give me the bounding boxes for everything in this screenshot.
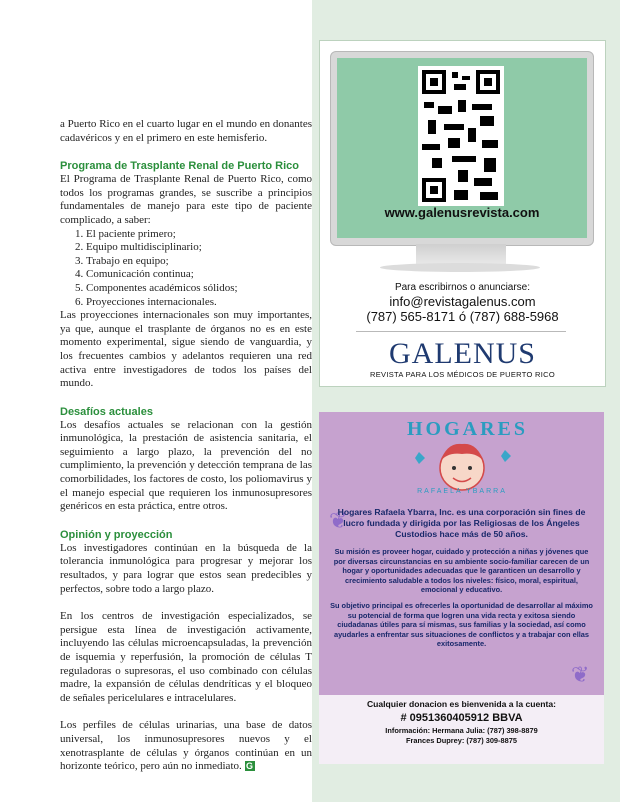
contact-info-2: Frances Duprey: (787) 309-8875 bbox=[406, 736, 517, 745]
galenus-ad[interactable] bbox=[319, 40, 606, 387]
galenus-logo: GALENUS bbox=[389, 337, 536, 370]
donation-label: Cualquier donacion es bienvenida a la cuenta: bbox=[366, 699, 557, 709]
monitor-base bbox=[380, 263, 540, 272]
hogares-ad[interactable] bbox=[319, 412, 604, 764]
list-item: 3. Trabajo en equipo; bbox=[86, 255, 312, 269]
paragraph: Los investigadores continúan en la búsqueda de la tolerancia inmunológica para progresar y mejorar los resultados, y para lograr que estos sean predecibles y perfectos, sobre todo a largo plazo. bbox=[60, 541, 312, 595]
section-heading-programa: Programa de Trasplante Renal de Puerto Rico bbox=[60, 160, 300, 173]
principles-list bbox=[60, 228, 312, 310]
contact-email[interactable]: info@revistagalenus.com bbox=[389, 294, 536, 309]
monitor-stand bbox=[416, 244, 506, 264]
end-mark-icon: G bbox=[245, 761, 253, 772]
account-number: # 0951360405912 BBVA bbox=[400, 712, 523, 724]
website-url[interactable]: www.galenusrevista.com bbox=[384, 205, 540, 220]
butterfly-icon: ❦ bbox=[329, 508, 348, 533]
monitor-screen bbox=[337, 58, 587, 238]
monitor-graphic bbox=[330, 51, 594, 246]
paragraph: El Programa de Trasplante Renal de Puerto Rico, como todos los programas grandes, se suscribe a principios fundamentales de manejo para este tipo de paciente complicado, a saber: bbox=[60, 173, 312, 226]
qr-code-icon[interactable] bbox=[418, 66, 504, 206]
list-item: 6. Proyecciones internacionales. bbox=[86, 296, 312, 310]
hogares-logo bbox=[407, 418, 529, 506]
contact-phones: (787) 565-8171 ó (787) 688-5968 bbox=[366, 309, 559, 324]
list-item: 1. El paciente primero; bbox=[86, 228, 312, 242]
list-item: 2. Equipo multidisciplinario; bbox=[86, 241, 312, 255]
logo-subtitle: RAFAELA YBARRA bbox=[417, 488, 507, 495]
logo-title: HOGARES bbox=[407, 418, 529, 440]
hogares-text bbox=[329, 507, 594, 649]
article-column bbox=[60, 118, 312, 774]
intro-paragraph: a Puerto Rico en el cuarto lugar en el mundo en donantes cadavéricos y en el primero en este hemisferio. bbox=[60, 118, 312, 144]
contact-label: Para escribirnos o anunciarse: bbox=[394, 282, 531, 293]
section-heading-desafios: Desafíos actuales bbox=[60, 405, 153, 418]
divider bbox=[356, 331, 566, 332]
paragraph: Los perfiles de células urinarias, una base de datos universal, los inmunosupresores nuevos y el xenotrasplante de células y órganos continúan en un horizonte teórico, pero aún no inmediato. G bbox=[60, 719, 312, 773]
section-heading-opinion: Opinión y proyección bbox=[60, 528, 173, 541]
galenus-tagline: REVISTA PARA LOS MÉDICOS DE PUERTO RICO bbox=[370, 370, 555, 379]
list-item: 5. Componentes académicos sólidos; bbox=[86, 282, 312, 296]
objective-text: Su objetivo principal es ofrecerles la oportunidad de desarrollar al máximo su potencial de forma que logren una vida recta y exitosa siendo ciudadanas útiles para sí mismas, sus familias y la sociedad, así como ayudarles a enfrentar sus situaciones de conflictos y a trabajar con ellas exitosamente. bbox=[330, 600, 593, 649]
butterfly-icon: ❦ bbox=[571, 662, 590, 687]
contact-info-1: Información: Hermana Julia: (787) 398-8879 bbox=[385, 726, 538, 735]
paragraph: Las proyecciones internacionales son muy importantes, ya que, aunque el trasplante de órganos no es en este momento experimental, sigue siendo de vanguardia, y los frecuentes cambios y adelantos requieren una red activa entre investigadores de todos los países del mundo. bbox=[60, 309, 312, 390]
list-item: 4. Comunicación continua; bbox=[86, 268, 312, 282]
contact-block bbox=[320, 281, 605, 324]
mission-text: Su misión es proveer hogar, cuidado y protección a niñas y jóvenes que por diversas circunstancias en su ambiente socio-familiar carecen de un hogar y oportunidades adecuadas que le garanticen un desarrollo y crecimiento saludable a todos los niveles: físico, moral, espiritual, emocional y educativo. bbox=[333, 547, 590, 595]
org-description: Hogares Rafaela Ybarra, Inc. es una corporación sin fines de lucro fundada y dirigida por las Religiosas de los Ángeles Custodios hace más de 50 años. bbox=[337, 507, 586, 539]
paragraph: En los centros de investigación especializados, se persigue esta línea de investigación activamente, incluyendo las células microencapsuladas, la prevención de isquemia y reperfusión, la promoción de células T reguladoras o supresoras, el uso combinado con células madre, la expansión de células dendríticas y el bloqueo de señales pericelulares e intracelulares. bbox=[60, 610, 312, 704]
donation-box bbox=[319, 695, 604, 764]
paragraph: Los desafíos actuales se relacionan con la gestión inmunológica, la prestación de asistencia sanitaria, el seguimiento a largo plazo, la prevención del no cumplimiento, la prevención y detección temprana de las comorbilidades, los factores de costo, los poliomavirus y el manejo especial que requieren los inmunosupresores genéricos en esta práctica, entre otros. bbox=[60, 418, 312, 513]
